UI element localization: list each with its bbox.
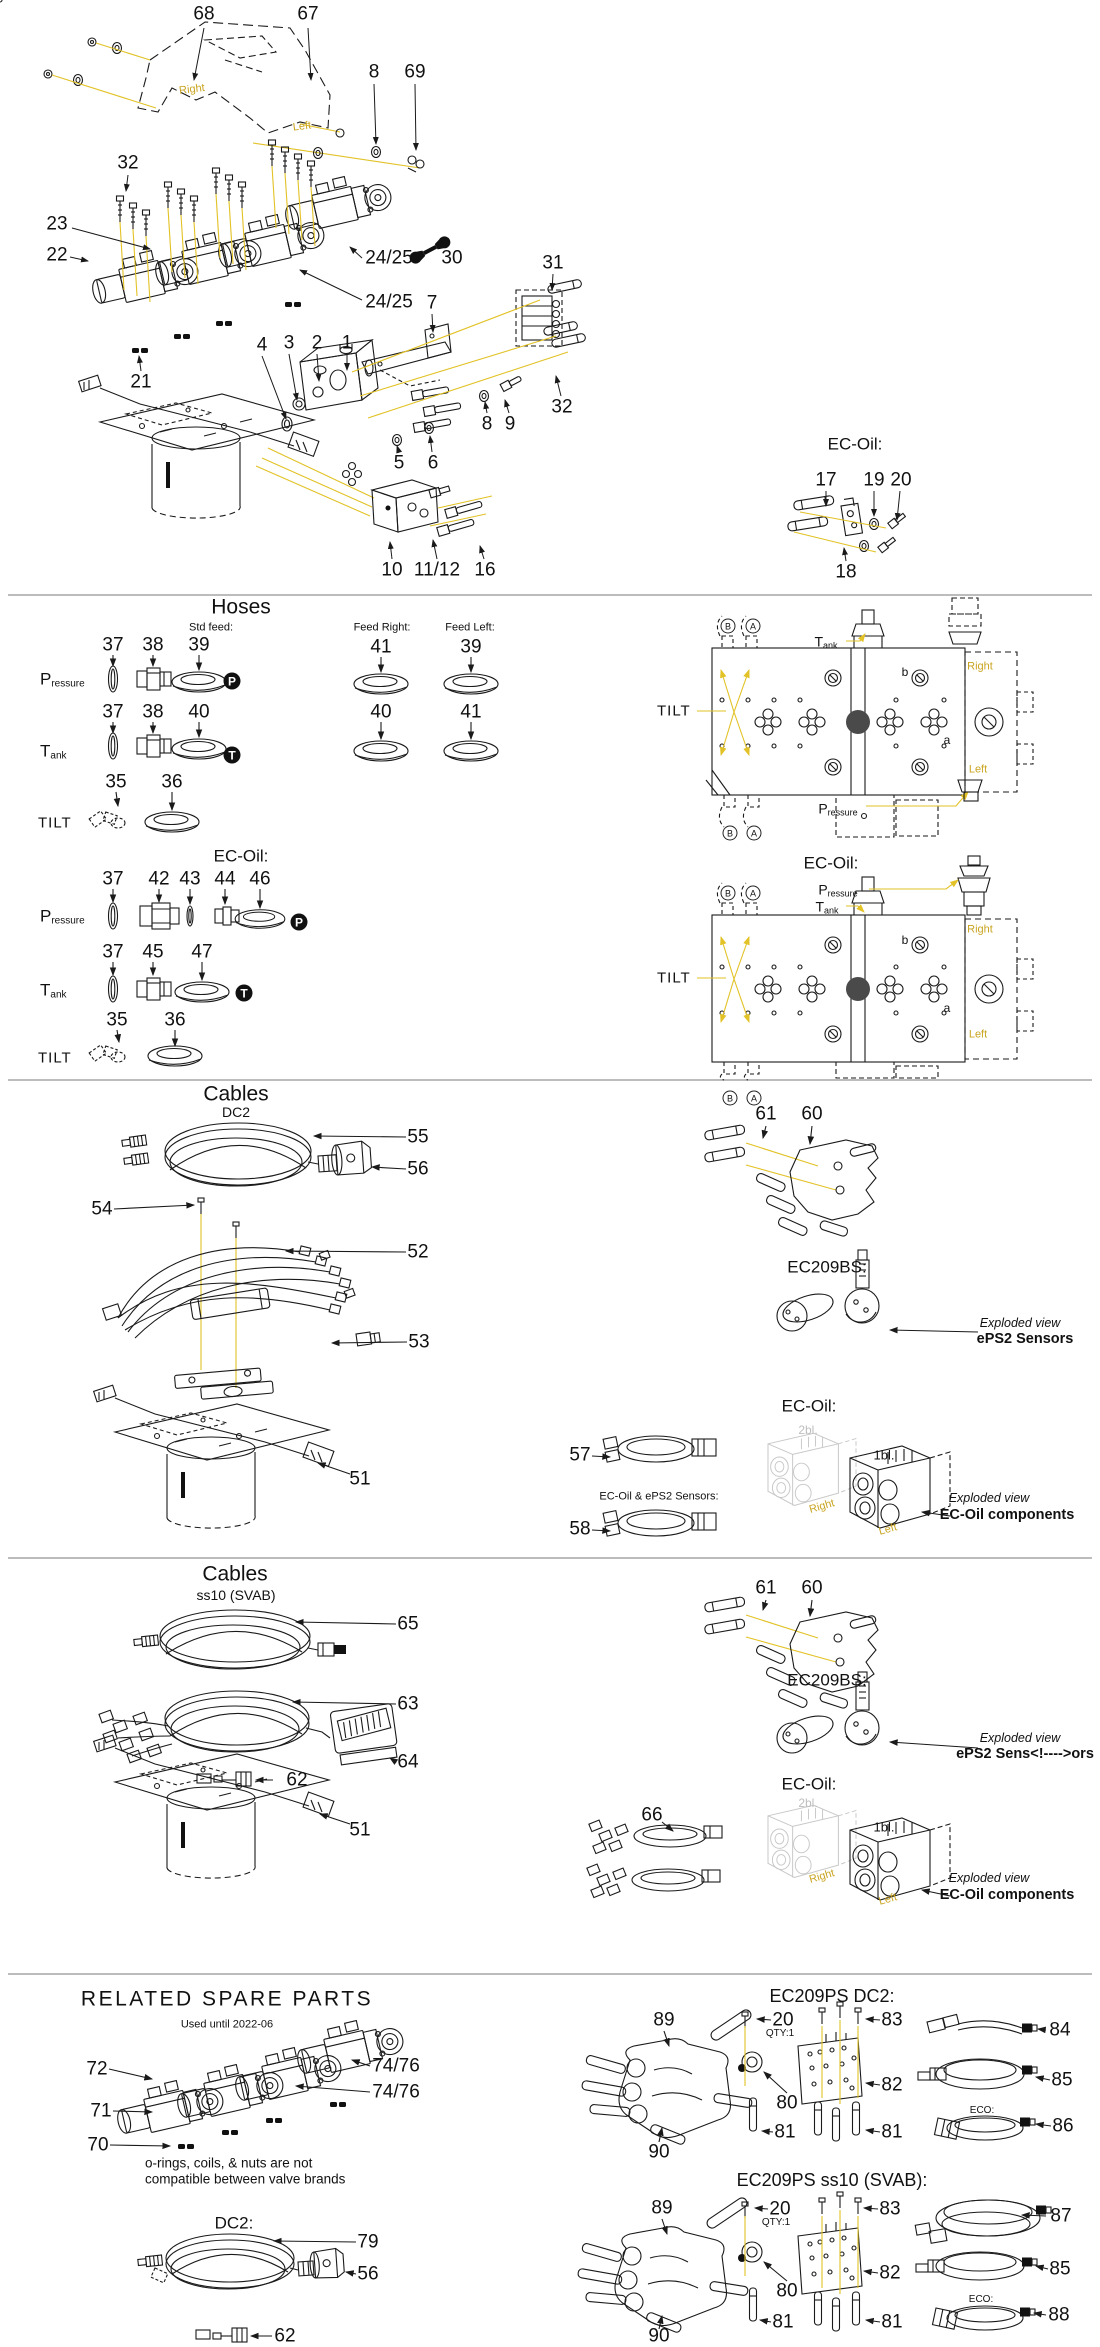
ecoil-components-label: EC-Oil components <box>939 1886 1075 1903</box>
exploded-view-label: Exploded view <box>948 1870 1030 1885</box>
callout-6: 6 <box>427 452 439 474</box>
callout-17: 17 <box>815 469 837 491</box>
port-b-label: b <box>901 933 909 947</box>
callout-37: 37 <box>102 701 124 723</box>
1bl-label: 1bl. <box>873 1447 895 1463</box>
callout-40: 40 <box>188 701 210 723</box>
port-a-label: a <box>943 733 951 747</box>
diagram-right-label: Right <box>967 923 993 936</box>
callout-52: 52 <box>407 1241 429 1263</box>
hose-circle-b: B <box>721 619 736 634</box>
callout-5: 5 <box>393 452 405 474</box>
callout-10: 10 <box>381 559 403 581</box>
callout-32: 32 <box>551 396 573 418</box>
hoses-title: Hoses <box>211 595 271 619</box>
callout-72: 72 <box>86 2058 108 2080</box>
cables-subtitle: ss10 (SVAB) <box>196 1587 276 1603</box>
callout-87: 87 <box>1050 2205 1072 2227</box>
callout-39: 39 <box>460 636 482 658</box>
tilt-row-label: TILT <box>38 814 72 832</box>
callout-51: 51 <box>349 1819 371 1841</box>
callout-71: 71 <box>90 2100 112 2122</box>
pressure-badge: P <box>291 914 308 931</box>
tank-badge: T <box>236 985 253 1002</box>
callout-37: 37 <box>102 634 124 656</box>
tank-badge: T <box>224 747 241 764</box>
callout-21: 21 <box>130 371 152 393</box>
callout-37: 37 <box>102 941 124 963</box>
exploded-view-label: Exploded view <box>948 1490 1030 1505</box>
callout-1: 1 <box>341 332 353 354</box>
callout-8: 8 <box>368 61 380 83</box>
callout-80: 80 <box>776 2280 798 2302</box>
callout-53: 53 <box>408 1331 430 1353</box>
hose-circle-b: B <box>721 886 736 901</box>
compatibility-note-line2: compatible between valve brands <box>145 2171 346 2187</box>
cover-right-label: Right <box>178 81 206 98</box>
diagram-tank-label: Tank <box>815 898 839 916</box>
callout-2: 2 <box>311 332 323 354</box>
callout-68: 68 <box>193 3 215 25</box>
ecoil-heading: EC-Oil: <box>213 846 269 866</box>
callout-81: 81 <box>774 2121 796 2143</box>
cables-dc2-drawing <box>94 1123 978 1536</box>
callout-70: 70 <box>87 2134 109 2156</box>
callout-55: 55 <box>407 1126 429 1148</box>
callout-47: 47 <box>191 941 213 963</box>
callout-58: 58 <box>569 1518 591 1540</box>
callout-20: 20 <box>769 2198 791 2220</box>
feed-right-label: Feed Right: <box>353 621 411 634</box>
pressure-row-label: Pressure <box>40 906 85 927</box>
callout-60: 60 <box>801 1577 823 1599</box>
port-b-label: b <box>901 665 909 679</box>
callout-82: 82 <box>881 2074 903 2096</box>
callout-57: 57 <box>569 1444 591 1466</box>
callout-81: 81 <box>772 2311 794 2333</box>
callout-85: 85 <box>1049 2258 1071 2280</box>
ec209bs-heading: EC209BS: <box>787 1670 867 1690</box>
callout-84: 84 <box>1049 2019 1071 2041</box>
callout-64: 64 <box>397 1751 419 1773</box>
callout-89: 89 <box>651 2197 673 2219</box>
ecoil-heading: EC-Oil: <box>781 1396 837 1416</box>
callout-63: 63 <box>397 1693 419 1715</box>
block-left-label: Left <box>877 1891 899 1908</box>
hose-circle-b: B <box>723 1091 738 1106</box>
callout-44: 44 <box>214 868 236 890</box>
2bl-label: 2bl. <box>798 1796 818 1810</box>
callout-90: 90 <box>648 2141 670 2163</box>
eps2-sensors-label: ePS2 Sens<!---->ors <box>956 1745 1094 1762</box>
hose-circle-a: A <box>747 826 762 841</box>
pressure-row-label: Pressure <box>40 669 85 690</box>
exploded-view-label: Exploded view <box>979 1315 1061 1330</box>
qty-label: QTY:1 <box>761 2217 791 2228</box>
diagram-tilt-label: TILT <box>657 702 691 720</box>
callout-9: 9 <box>504 413 516 435</box>
related-spare-parts-title: RELATED SPARE PARTS <box>80 1987 374 2011</box>
callout-56: 56 <box>357 2263 379 2285</box>
eco-label: ECO: <box>968 2294 994 2305</box>
callout-62: 62 <box>274 2325 296 2347</box>
callout-61: 61 <box>755 1577 777 1599</box>
ecoil-eps2-combo-label: EC-Oil & ePS2 Sensors: <box>599 1490 719 1503</box>
callout-51: 51 <box>349 1468 371 1490</box>
diagram-tank-label: Tank <box>814 633 838 651</box>
ecoil-components-label: EC-Oil components <box>939 1506 1075 1523</box>
ecoil-heading: EC-Oil: <box>781 1774 837 1794</box>
hose-circle-a: A <box>747 1091 762 1106</box>
diagram-tilt-label: TILT <box>657 969 691 987</box>
assembly-drawing <box>0 0 906 561</box>
callout-41: 41 <box>460 701 482 723</box>
callout-3: 3 <box>283 332 295 354</box>
callout-88: 88 <box>1048 2304 1070 2326</box>
callout-67: 67 <box>297 3 319 25</box>
cover-left-label: Left <box>292 119 312 134</box>
callout-79: 79 <box>357 2231 379 2253</box>
eps2-sensors-label: ePS2 Sensors <box>976 1330 1074 1347</box>
dc2-heading: DC2: <box>214 2213 254 2233</box>
callout-56: 56 <box>407 1158 429 1180</box>
callout-65: 65 <box>397 1613 419 1635</box>
scart-connector <box>330 1703 399 1765</box>
callout-54: 54 <box>91 1198 113 1220</box>
callout-60: 60 <box>801 1103 823 1125</box>
hose-circle-a: A <box>746 619 761 634</box>
sensor-block-drawing <box>704 1125 878 1237</box>
callout-86: 86 <box>1052 2115 1074 2137</box>
callout-11-12: 11/12 <box>413 559 461 581</box>
cables-subtitle: DC2 <box>221 1104 251 1120</box>
callout-66: 66 <box>641 1804 663 1826</box>
callout-83: 83 <box>879 2198 901 2220</box>
2bl-label: 2bl. <box>798 1423 818 1437</box>
callout-4: 4 <box>256 334 268 356</box>
callout-22: 22 <box>46 244 68 266</box>
callout-35: 35 <box>105 771 127 793</box>
callout-90: 90 <box>648 2325 670 2347</box>
tank-row-label: Tank <box>40 741 67 762</box>
callout-36: 36 <box>164 1009 186 1031</box>
callout-85: 85 <box>1051 2069 1073 2091</box>
hose-circle-a: A <box>746 886 761 901</box>
diagram-pressure-label: Pressure <box>818 800 858 818</box>
callout-43: 43 <box>179 868 201 890</box>
ec209bs-heading: EC209BS: <box>787 1257 867 1277</box>
block-right-label: Right <box>807 1867 836 1886</box>
callout-41: 41 <box>370 636 392 658</box>
callout-23: 23 <box>46 213 68 235</box>
callout-8: 8 <box>481 413 493 435</box>
block-right-label: Right <box>807 1497 836 1516</box>
callout-83: 83 <box>881 2009 903 2031</box>
callout-46: 46 <box>249 868 271 890</box>
port-a-label: a <box>943 1001 951 1015</box>
qty-label: QTY:1 <box>765 2028 795 2039</box>
callout-80: 80 <box>776 2092 798 2114</box>
callout-81: 81 <box>881 2121 903 2143</box>
hose-circle-b: B <box>723 826 738 841</box>
callout-38: 38 <box>142 634 164 656</box>
callout-38: 38 <box>142 701 164 723</box>
callout-69: 69 <box>404 61 426 83</box>
callout-61: 61 <box>755 1103 777 1125</box>
callout-45: 45 <box>142 941 164 963</box>
tank-row-label: Tank <box>40 980 67 1001</box>
cables-title: Cables <box>202 1562 268 1586</box>
callout-74-76: 74/76 <box>372 2081 420 2103</box>
callout-36: 36 <box>161 771 183 793</box>
feed-left-label: Feed Left: <box>445 621 495 634</box>
tilt-row-label: TILT <box>38 1049 72 1067</box>
callout-24-25: 24/25 <box>365 247 413 269</box>
exploded-view-label: Exploded view <box>979 1730 1061 1745</box>
ecoil-heading: EC-Oil: <box>827 434 883 454</box>
cables-ss10-drawing <box>94 1597 978 1900</box>
callout-20: 20 <box>772 2009 794 2031</box>
callout-82: 82 <box>879 2262 901 2284</box>
diagram-left-label: Left <box>968 763 988 776</box>
ec209ps-dc2-heading: EC209PS DC2: <box>769 1986 895 2006</box>
callout-35: 35 <box>106 1009 128 1031</box>
tilt-manifold-diagram <box>697 598 1033 837</box>
hoses-drawing <box>89 595 1033 1080</box>
callout-62: 62 <box>286 1769 308 1791</box>
callout-74-76: 74/76 <box>372 2055 420 2077</box>
callout-16: 16 <box>474 559 496 581</box>
used-until-label: Used until 2022-06 <box>180 2018 274 2031</box>
callout-42: 42 <box>148 868 170 890</box>
ec209ps-ss10-heading: EC209PS ss10 (SVAB): <box>736 2170 928 2190</box>
callout-39: 39 <box>188 634 210 656</box>
std-feed-label: Std feed: <box>188 621 234 634</box>
cables-title: Cables <box>203 1082 269 1106</box>
callout-7: 7 <box>426 292 438 314</box>
callout-40: 40 <box>370 701 392 723</box>
callout-31: 31 <box>542 252 564 274</box>
ecoil-heading: EC-Oil: <box>803 853 859 873</box>
diagram-right-label: Right <box>967 660 993 673</box>
pressure-badge: P <box>224 673 241 690</box>
callout-89: 89 <box>653 2009 675 2031</box>
callout-18: 18 <box>835 561 857 583</box>
callout-24-25: 24/25 <box>365 291 413 313</box>
diagram-pressure-label: Pressure <box>818 881 858 899</box>
1bl-label: 1bl. <box>873 1819 895 1835</box>
callout-30: 30 <box>441 247 463 269</box>
callout-20: 20 <box>890 469 912 491</box>
eco-label: ECO: <box>969 2105 995 2116</box>
compatibility-note-line1: o-rings, coils, & nuts are not <box>145 2155 313 2171</box>
block-left-label: Left <box>877 1521 899 1538</box>
callout-81: 81 <box>881 2311 903 2333</box>
callout-32: 32 <box>117 152 139 174</box>
diagram-left-label: Left <box>968 1028 988 1041</box>
callout-37: 37 <box>102 868 124 890</box>
callout-19: 19 <box>863 469 885 491</box>
